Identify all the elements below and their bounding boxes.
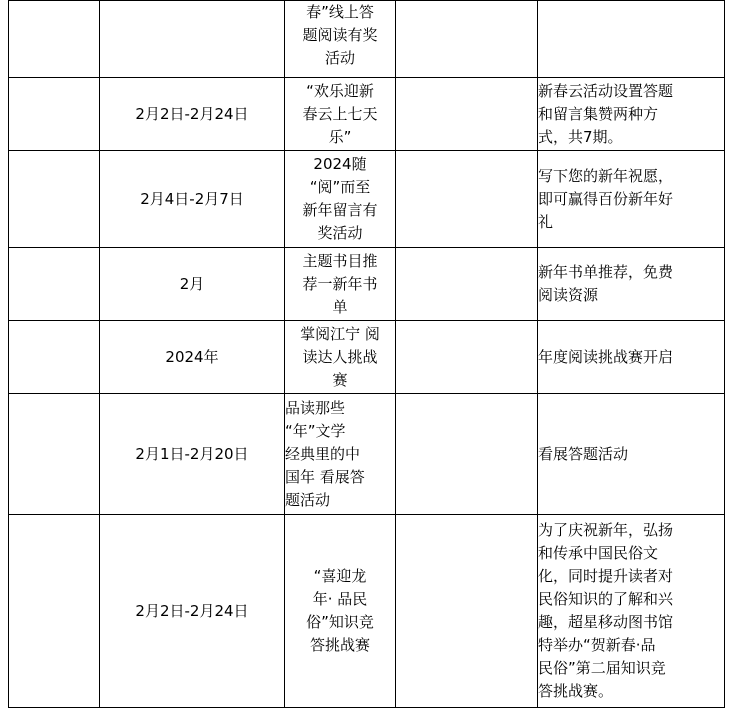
description: 新春云活动设置答题 和留言集赞两种方 式，共7期。 [538,81,674,146]
table-row [9,515,725,708]
activity-name: “欢乐迎新 春云上七天 乐” [302,81,378,146]
empty-cell [396,248,538,321]
table-row [9,248,725,321]
description: 年度阅读挑战赛开启 [538,347,674,366]
date-cell [100,78,285,151]
date-text: 2月4日-2月7日 [140,189,244,208]
date-cell [100,1,285,78]
blank-cell [9,394,100,515]
table-row [9,151,725,248]
activity-name: 春”线上答 题阅读有奖 活动 [302,3,378,67]
empty-cell [396,151,538,248]
date-cell [100,151,285,248]
activity-name: 主题书目推 荐一新年书 单 [302,251,378,316]
description: 看展答题活动 [538,444,629,463]
activity-name-cell [285,394,396,515]
description-cell [538,515,725,708]
description-cell [538,1,725,78]
blank-cell [9,515,100,708]
blank-cell [9,321,100,394]
table-row [9,321,725,394]
date-text: 2月2日-2月24日 [135,104,249,123]
activity-name-cell [285,1,396,78]
description-cell [538,394,725,515]
empty-cell [396,1,538,78]
date-text: 2月2日-2月24日 [135,601,249,620]
activity-name-cell [285,515,396,708]
blank-cell [9,248,100,321]
activity-name: “喜迎龙 年· 品民 俗”知识竞 答挑战赛 [306,567,374,654]
description-cell [538,321,725,394]
date-cell [100,248,285,321]
events-table [8,0,725,708]
activity-name: 2024随 “阅”而至 新年留言有 奖活动 [302,155,378,242]
description: 为了庆祝新年，弘扬 和传承中国民俗文 化，同时提升读者对 民俗知识的了解和兴 趣，超星移动图书馆 特举办“贺新春·品 民俗”第二届知识竞 答挑战赛。 [538,521,674,700]
date-text: 2月 [179,274,205,293]
empty-cell [396,321,538,394]
blank-cell [9,1,100,78]
empty-cell [396,515,538,708]
date-cell [100,321,285,394]
table-row [9,394,725,515]
activity-name: 掌阅江宁 阅 读达人挑战 赛 [300,324,380,389]
activity-name-cell [285,321,396,394]
date-cell [100,394,285,515]
empty-cell [396,78,538,151]
table-row [9,1,725,78]
date-text: 2月1日-2月20日 [135,444,249,463]
empty-cell [396,394,538,515]
activity-name-cell [285,78,396,151]
description: 新年书单推荐，免费 阅读资源 [538,263,674,304]
activity-name-cell [285,248,396,321]
blank-cell [9,151,100,248]
description-cell [538,151,725,248]
description-cell [538,78,725,151]
table-row [9,78,725,151]
date-cell [100,515,285,708]
activity-name-cell [285,151,396,248]
blank-cell [9,78,100,151]
activity-name: 品读那些 “年”文学 经典里的中 国年 看展答 题活动 [285,398,365,509]
description-cell [538,248,725,321]
date-text: 2024年 [165,347,219,366]
description: 写下您的新年祝愿， 即可赢得百份新年好 礼 [538,166,674,231]
